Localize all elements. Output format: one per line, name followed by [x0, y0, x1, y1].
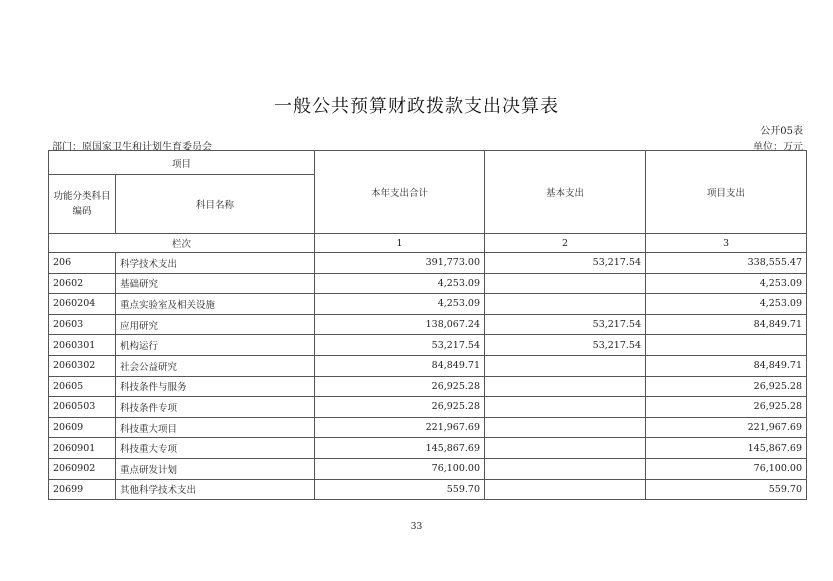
- row-total: 221,967.69: [315, 417, 485, 438]
- expenditure-table: [48, 150, 807, 500]
- row-total: 138,067.24: [315, 314, 485, 335]
- row-basic: [485, 294, 646, 315]
- header-col1: 1: [315, 234, 485, 253]
- row-name: 机构运行: [116, 335, 315, 356]
- row-total: 53,217.54: [315, 335, 485, 356]
- row-total: 391,773.00: [315, 253, 485, 274]
- row-code: 2060902: [49, 458, 116, 479]
- row-total: 4,253.09: [315, 294, 485, 315]
- row-total: 559.70: [315, 479, 485, 500]
- row-basic: 53,217.54: [485, 335, 646, 356]
- row-code: 20603: [49, 314, 116, 335]
- table-row: [49, 479, 807, 500]
- department-label: 部门：原国家卫生和计划生育委员会: [52, 142, 212, 153]
- table-row: [49, 397, 807, 418]
- row-total: 84,849.71: [315, 355, 485, 376]
- row-total: 145,867.69: [315, 438, 485, 459]
- row-basic: [485, 417, 646, 438]
- row-code: 20609: [49, 417, 116, 438]
- row-project: 221,967.69: [646, 417, 807, 438]
- row-total: 4,253.09: [315, 273, 485, 294]
- header-col2: 2: [485, 234, 646, 253]
- row-project: [646, 335, 807, 356]
- row-code: 2060901: [49, 438, 116, 459]
- table-row: [49, 438, 807, 459]
- row-basic: [485, 376, 646, 397]
- table-row: [49, 253, 807, 274]
- header-subject-name: 科目名称: [116, 175, 315, 234]
- row-name: 重点实验室及相关设施: [116, 294, 315, 315]
- table-code: 公开05表: [760, 126, 803, 137]
- row-basic: [485, 438, 646, 459]
- table-row: [49, 458, 807, 479]
- row-code: 2060302: [49, 355, 116, 376]
- row-code: 20605: [49, 376, 116, 397]
- row-project: 76,100.00: [646, 458, 807, 479]
- row-code: 20699: [49, 479, 116, 500]
- row-basic: 53,217.54: [485, 314, 646, 335]
- row-code: 206: [49, 253, 116, 274]
- row-basic: [485, 458, 646, 479]
- row-project: 559.70: [646, 479, 807, 500]
- row-name: 应用研究: [116, 314, 315, 335]
- table-row: [49, 335, 807, 356]
- row-project: 26,925.28: [646, 376, 807, 397]
- row-name: 科技重大专项: [116, 438, 315, 459]
- row-project: 4,253.09: [646, 294, 807, 315]
- row-basic: [485, 273, 646, 294]
- table-row: [49, 273, 807, 294]
- header-basic: 基本支出: [485, 151, 646, 234]
- header-col3: 3: [646, 234, 807, 253]
- row-project: 145,867.69: [646, 438, 807, 459]
- row-name: 基础研究: [116, 273, 315, 294]
- unit-label: 单位：万元: [753, 142, 803, 153]
- row-total: 26,925.28: [315, 376, 485, 397]
- row-code: 20602: [49, 273, 116, 294]
- row-code: 2060301: [49, 335, 116, 356]
- table-row: [49, 314, 807, 335]
- row-basic: 53,217.54: [485, 253, 646, 274]
- row-project: 26,925.28: [646, 397, 807, 418]
- table-row: [49, 294, 807, 315]
- table-row: [49, 355, 807, 376]
- row-name: 科技条件专项: [116, 397, 315, 418]
- row-project: 338,555.47: [646, 253, 807, 274]
- header-item: 项目: [49, 151, 315, 175]
- row-total: 26,925.28: [315, 397, 485, 418]
- row-name: 科学技术支出: [116, 253, 315, 274]
- row-basic: [485, 355, 646, 376]
- row-code: 2060204: [49, 294, 116, 315]
- page-title: 一般公共预算财政拨款支出决算表: [274, 96, 559, 117]
- row-basic: [485, 479, 646, 500]
- row-code: 2060503: [49, 397, 116, 418]
- row-project: 84,849.71: [646, 314, 807, 335]
- page-number: 33: [410, 522, 423, 532]
- row-project: 4,253.09: [646, 273, 807, 294]
- row-basic: [485, 397, 646, 418]
- row-name: 重点研发计划: [116, 458, 315, 479]
- table-row: [49, 417, 807, 438]
- row-name: 科技重大项目: [116, 417, 315, 438]
- row-name: 社会公益研究: [116, 355, 315, 376]
- row-total: 76,100.00: [315, 458, 485, 479]
- table-row: [49, 376, 807, 397]
- header-column-label: 栏次: [49, 234, 315, 253]
- row-name: 科技条件与服务: [116, 376, 315, 397]
- row-name: 其他科学技术支出: [116, 479, 315, 500]
- row-project: 84,849.71: [646, 355, 807, 376]
- header-total: 本年支出合计: [315, 151, 485, 234]
- header-func-code: 功能分类科目编码: [49, 175, 116, 234]
- header-project: 项目支出: [646, 151, 807, 234]
